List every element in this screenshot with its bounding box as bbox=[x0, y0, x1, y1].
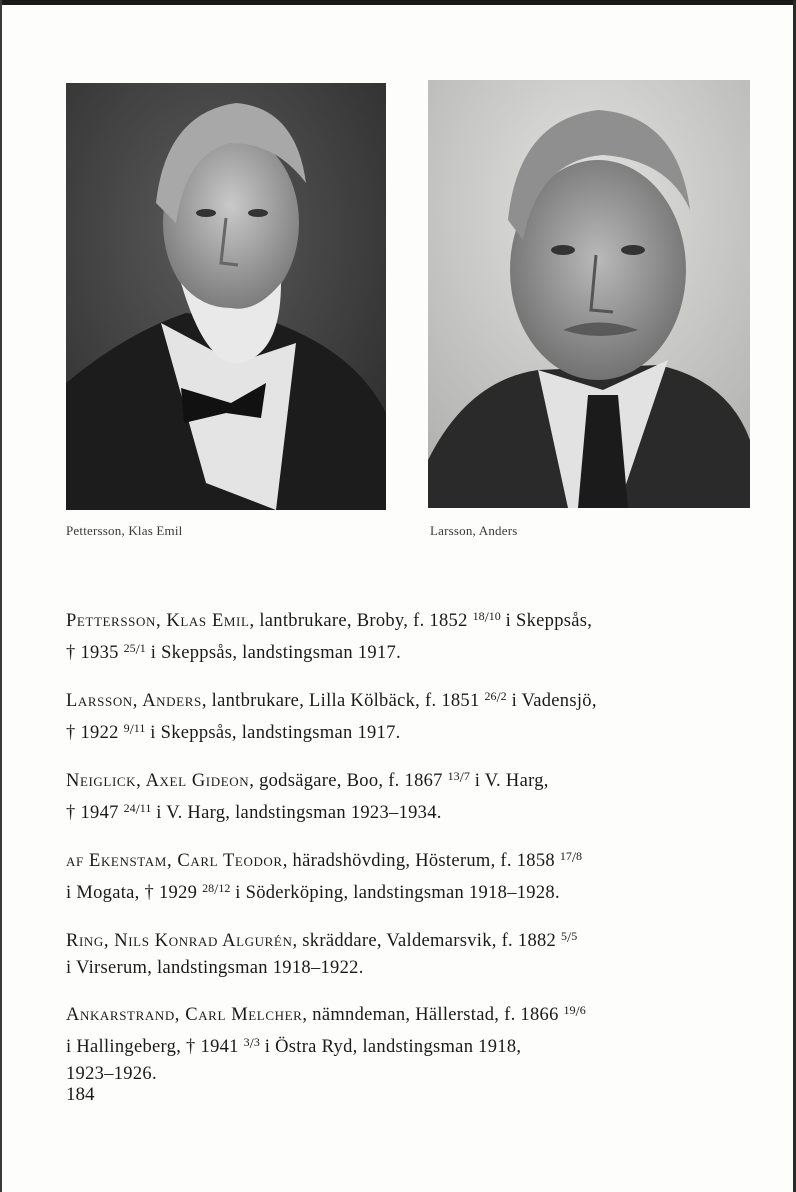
date-fraction: 25/1 bbox=[123, 641, 146, 658]
entry-text: i Virserum, landstingsman 1918–1922. bbox=[66, 958, 364, 978]
date-fraction: 26/2 bbox=[484, 689, 507, 706]
entry-text: , godsägare, Boo, f. 1867 bbox=[249, 771, 448, 791]
entry-text: i Söderköping, landstingsman 1918–1928. bbox=[230, 883, 560, 903]
entry-name: Pettersson, Klas Emil bbox=[66, 611, 250, 631]
entry-name: Neiglick, Axel Gideon bbox=[66, 771, 250, 791]
entry-name: Larsson, Anders bbox=[66, 691, 202, 711]
entry-text: i V. Harg, landstingsman 1923–1934. bbox=[151, 803, 442, 823]
entry-text: , häradshövding, Hösterum, f. 1858 bbox=[282, 851, 560, 871]
entry-text: i Skeppsås, landstingsman 1917. bbox=[145, 643, 402, 663]
date-fraction: 24/11 bbox=[123, 801, 152, 818]
biography-entry bbox=[66, 843, 606, 907]
entry-text: , nämndeman, Hällerstad, f. 1866 bbox=[302, 1005, 564, 1025]
page-number: 184 bbox=[66, 1084, 95, 1105]
date-fraction: 5/5 bbox=[561, 929, 578, 946]
entry-text: , skräddare, Valdemarsvik, f. 1882 bbox=[292, 931, 562, 951]
date-fraction: 18/10 bbox=[472, 609, 501, 626]
entry-name: Ankarstrand, Carl Melcher bbox=[66, 1005, 303, 1025]
biography-entry bbox=[66, 997, 606, 1088]
date-fraction: 19/6 bbox=[563, 1003, 586, 1020]
entry-text: i Vadensjö, bbox=[506, 691, 597, 711]
entry-text: i V. Harg, bbox=[469, 771, 549, 791]
entry-text: † 1922 bbox=[66, 723, 124, 743]
date-fraction: 28/12 bbox=[202, 881, 231, 898]
entry-text: i Östra Ryd, landstingsman 1918, bbox=[259, 1037, 522, 1057]
entry-name: Ring, Nils Konrad Algurén bbox=[66, 931, 293, 951]
entry-text: , lantbrukare, Lilla Kölbäck, f. 1851 bbox=[201, 691, 485, 711]
entry-text: † 1947 bbox=[66, 803, 124, 823]
photo-caption-right: Larsson, Anders bbox=[430, 523, 518, 538]
entry-name: af Ekenstam, Carl Teodor bbox=[66, 851, 283, 871]
date-fraction: 13/7 bbox=[447, 769, 470, 786]
biography-entry bbox=[66, 683, 606, 747]
date-fraction: 17/8 bbox=[559, 849, 583, 866]
page-top-edge bbox=[0, 0, 796, 5]
portrait-photo-pettersson bbox=[66, 83, 386, 510]
entry-text: 1923–1926. bbox=[66, 1064, 157, 1084]
entry-text: i Skeppsås, bbox=[500, 611, 593, 631]
entry-text: † 1935 bbox=[66, 643, 124, 663]
date-fraction: 9/11 bbox=[123, 721, 146, 738]
entry-text: i Mogata, † 1929 bbox=[66, 883, 203, 903]
biography-entry bbox=[66, 763, 606, 827]
photo-caption-left: Pettersson, Klas Emil bbox=[66, 523, 183, 538]
page-left-edge bbox=[0, 0, 2, 1192]
entry-text: i Skeppsås, landstingsman 1917. bbox=[145, 723, 401, 743]
date-fraction: 3/3 bbox=[243, 1035, 260, 1052]
biography-entry bbox=[66, 603, 606, 667]
portrait-photo-larsson bbox=[428, 80, 750, 508]
entry-text: , lantbrukare, Broby, f. 1852 bbox=[249, 611, 473, 631]
biography-entry bbox=[66, 923, 606, 982]
entry-text: i Hallingeberg, † 1941 bbox=[66, 1037, 244, 1057]
